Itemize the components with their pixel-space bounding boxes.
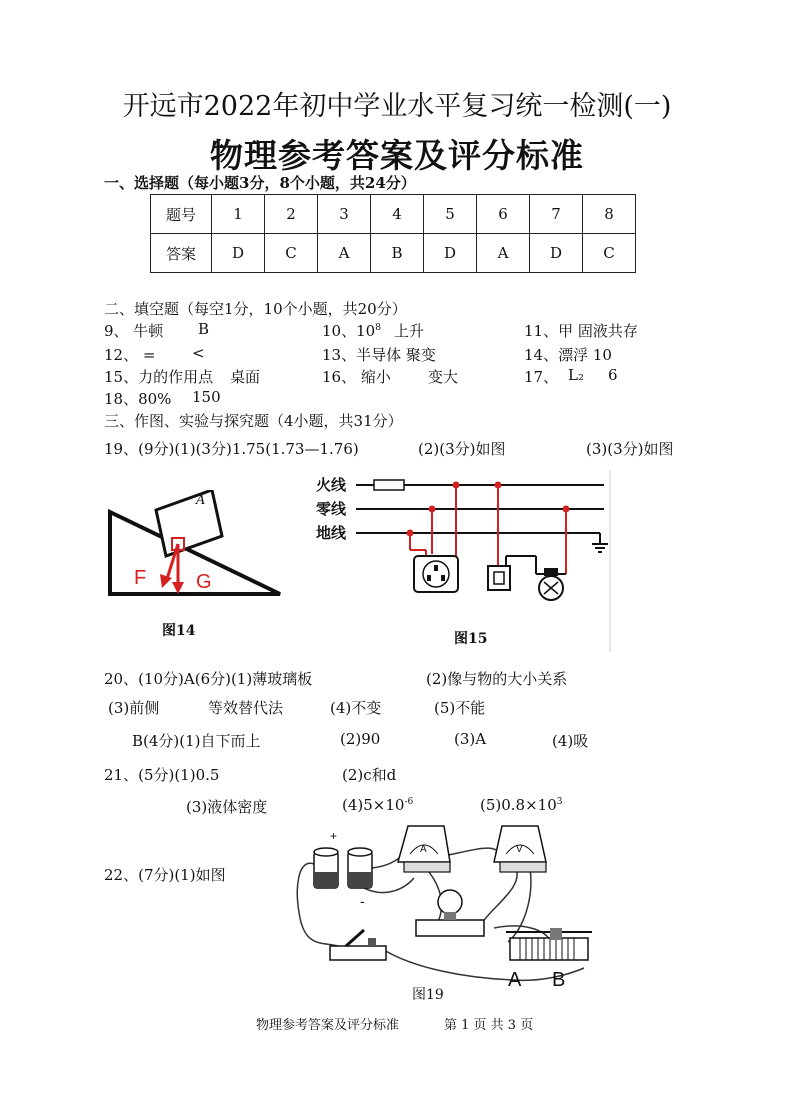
answer-q17: 17、	[524, 368, 559, 386]
rheostat-icon	[510, 938, 588, 960]
answer-q20h: (2)90	[340, 730, 381, 748]
answer-key-title: 物理参考答案及评分标准	[210, 136, 584, 175]
section1-heading: 一、选择题（每小题3分，8个小题，共24分）	[104, 174, 416, 192]
table-cell: D	[530, 234, 583, 273]
answer-q21d	[342, 796, 413, 814]
answer-q17b: 6	[608, 366, 618, 384]
table-cell: A	[318, 234, 371, 273]
table-cell: D	[424, 234, 477, 273]
answer-q22: 22、(7分)(1)如图	[104, 866, 226, 884]
table-cell: A	[477, 234, 530, 273]
force-f-arrowhead	[160, 574, 172, 588]
live-wire-label: 火线	[316, 476, 347, 494]
answer-q21e	[480, 796, 563, 814]
answer-q21b: (2)c和d	[342, 766, 397, 784]
table-cell: 3	[318, 195, 371, 234]
rheostat-terminal-b: B	[552, 969, 566, 991]
answer-q20j: (4)吸	[552, 732, 589, 750]
force-f-label: F	[134, 567, 147, 589]
answer-q15: 15、力的作用点	[104, 368, 214, 386]
answer-q21d-text: (4)5×10	[342, 796, 405, 814]
figure-15-household-circuit	[310, 470, 612, 652]
answer-q14: 14、漂浮 10	[524, 346, 612, 364]
figure-14-incline	[100, 490, 285, 600]
answer-q17-lamp: L₂	[568, 366, 584, 384]
answer-q20e: (4)不变	[330, 699, 382, 717]
ammeter-label: A	[420, 844, 427, 855]
answer-q21e-exponent: 3	[556, 797, 563, 807]
answer-q19c: (3)(3分)如图	[586, 440, 674, 458]
table-cell: C	[583, 234, 636, 273]
answer-q20a: 20、(10分)A(6分)(1)薄玻璃板	[104, 670, 313, 688]
answer-q18: 18、80%	[104, 390, 172, 408]
table-cell: C	[265, 234, 318, 273]
answer-q20c: (3)前侧	[108, 699, 160, 717]
answer-q20i: (3)A	[454, 730, 487, 748]
voltmeter-label: V	[516, 844, 523, 855]
table-cell: 2	[265, 195, 318, 234]
answer-q21d-exponent: -6	[404, 797, 414, 807]
answer-q16b: 变大	[428, 368, 459, 386]
answer-q10b: 上升	[394, 322, 425, 340]
figure-19-caption: 图19	[412, 987, 444, 1003]
table-cell: 5	[424, 195, 477, 234]
switch-icon	[330, 946, 386, 960]
answer-q21e-text: (5)0.8×10	[480, 796, 557, 814]
answer-q21c: (3)液体密度	[186, 798, 268, 816]
answer-q11: 11、甲 固液共存	[524, 322, 638, 340]
table-cell: 6	[477, 195, 530, 234]
neutral-wire-label: 零线	[316, 500, 347, 518]
battery-plus-label: +	[330, 829, 338, 843]
table-cell: B	[371, 234, 424, 273]
figure-15-caption: 图15	[454, 631, 488, 647]
answer-q12: 12、 =	[104, 346, 156, 364]
table-cell: 1	[212, 195, 265, 234]
answer-q16: 16、 缩小	[322, 368, 391, 386]
table-cell: 8	[583, 195, 636, 234]
answer-q19a: 19、(9分)(1)(3分)1.75(1.73—1.76)	[104, 440, 359, 458]
figure-14-caption: 图14	[162, 623, 196, 639]
answer-q20b: (2)像与物的大小关系	[426, 670, 568, 688]
rheostat-terminal-a: A	[508, 969, 522, 991]
page-number: 第 1 页 共 3 页	[444, 1018, 534, 1033]
ground-wire-label: 地线	[316, 524, 347, 542]
answer-q19b: (2)(3分)如图	[418, 440, 506, 458]
table-row-numbers	[151, 195, 636, 234]
answer-q20g: B(4分)(1)自下而上	[132, 732, 261, 750]
table-cell: D	[212, 234, 265, 273]
footer-title: 物理参考答案及评分标准	[256, 1018, 400, 1033]
answer-q9b: B	[198, 320, 210, 338]
answer-q9: 9、 牛顿	[104, 322, 164, 340]
switch-icon	[488, 566, 510, 590]
battery-minus-label: -	[360, 893, 365, 909]
answer-table	[150, 194, 636, 273]
block-a	[156, 490, 222, 556]
answer-q10	[322, 320, 381, 341]
exam-title: 开远市2022年初中学业水平复习统一检测(一)	[122, 91, 672, 122]
answer-q20d: 等效替代法	[208, 699, 284, 717]
force-g-label: G	[196, 571, 212, 593]
lamp-base	[416, 920, 484, 936]
answer-q20f: (5)不能	[434, 699, 486, 717]
table-cell: 7	[530, 195, 583, 234]
figure-19-circuit	[294, 818, 612, 1004]
answer-q13: 13、半导体 聚变	[322, 346, 436, 364]
table-cell: 4	[371, 195, 424, 234]
answer-q21a: 21、(5分)(1)0.5	[104, 766, 220, 784]
table-header-cell: 题号	[151, 195, 212, 234]
section3-heading: 三、作图、实验与探究题（4小题，共31分）	[104, 412, 403, 430]
answer-q15b: 桌面	[230, 368, 261, 386]
answer-q12b: <	[192, 344, 205, 362]
table-row-answers	[151, 234, 636, 273]
fuse	[374, 480, 404, 490]
block-label: A	[196, 493, 206, 508]
answer-q10-exponent: 8	[375, 323, 381, 333]
table-header-cell: 答案	[151, 234, 212, 273]
answer-q18b: 150	[192, 388, 221, 406]
section2-heading: 二、填空题（每空1分，10个小题，共20分）	[104, 300, 407, 318]
bulb-icon	[438, 890, 462, 914]
answer-q10-text: 10、10	[322, 322, 376, 340]
